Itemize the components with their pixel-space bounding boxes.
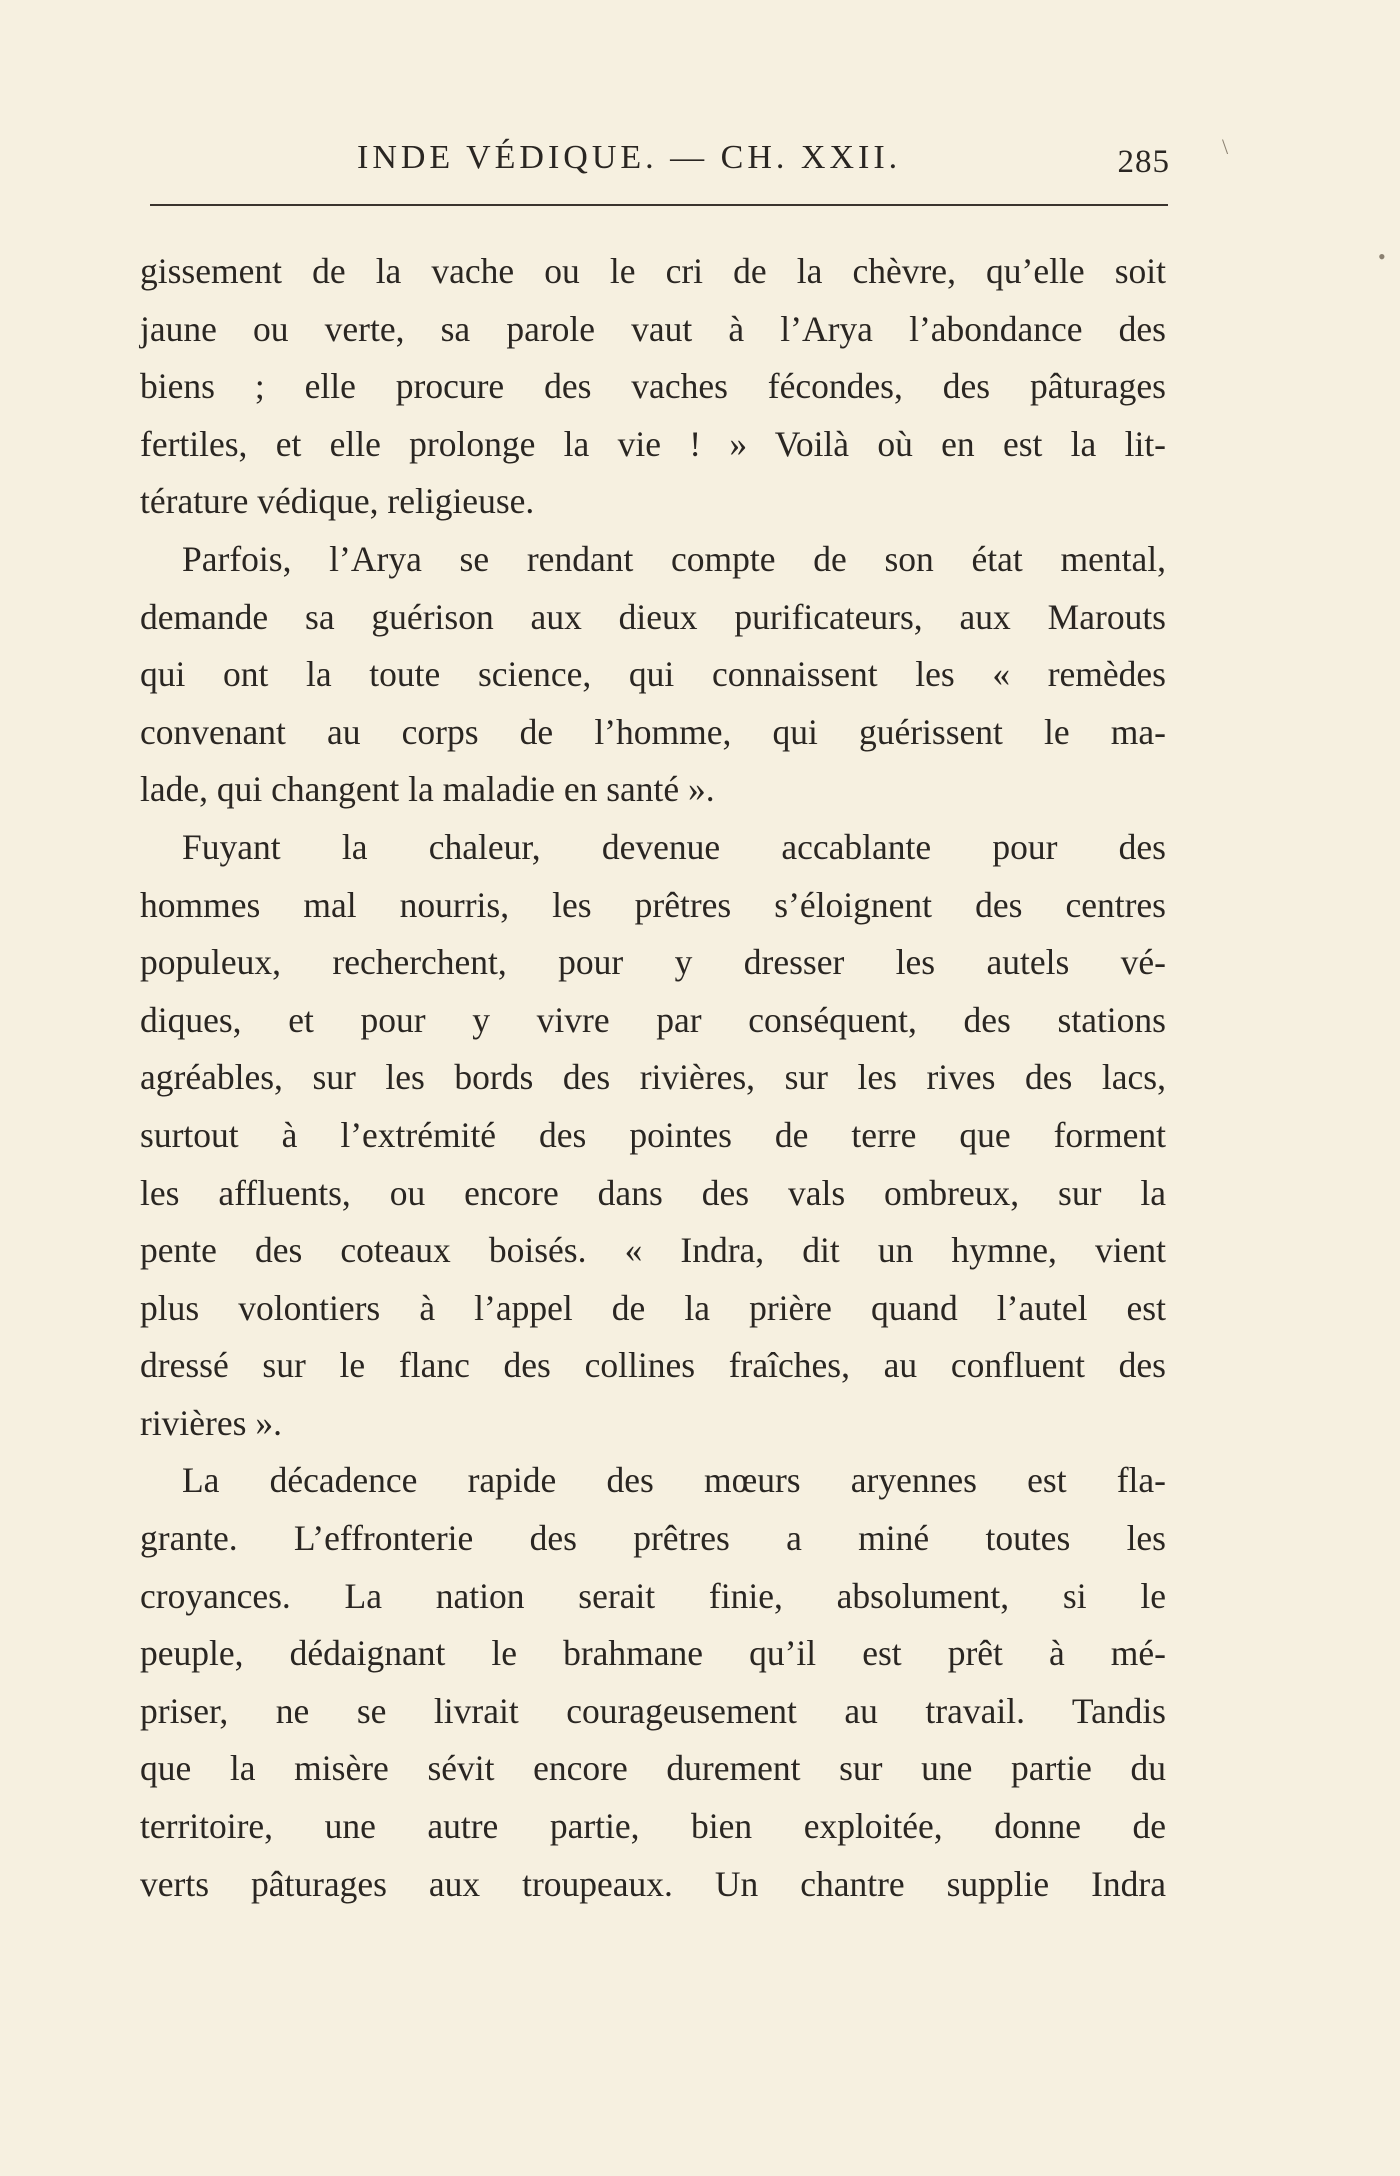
text-line: Parfois, l’Arya se rendant compte de son état mental, <box>182 538 1166 579</box>
text-line: croyances. La nation serait finie, absolument, si le <box>140 1575 1166 1616</box>
page-header <box>150 138 1170 188</box>
text-line: La décadence rapide des mœurs aryennes est fla- <box>182 1460 1166 1501</box>
text-line: plus volontiers à l’appel de la prière quand l’autel est <box>140 1287 1166 1328</box>
text-line: térature védique, religieuse. <box>140 481 535 522</box>
text-line: rivières ». <box>140 1402 282 1443</box>
text-line: diques, et pour y vivre par conséquent, des stations <box>140 999 1166 1040</box>
text-line: fertiles, et elle prolonge la vie ! » Voilà où en est la lit- <box>140 423 1166 464</box>
header-rule <box>150 204 1168 206</box>
text-line: pente des coteaux boisés. « Indra, dit un hymne, vient <box>140 1230 1166 1271</box>
text-line: les affluents, ou encore dans des vals ombreux, sur la <box>140 1172 1166 1213</box>
page-number: 285 <box>1117 144 1170 180</box>
text-line: Fuyant la chaleur, devenue accablante pour des <box>182 826 1166 867</box>
text-line: peuple, dédaignant le brahmane qu’il est prêt à mé- <box>140 1633 1166 1674</box>
text-line: qui ont la toute science, qui connaissent les « remèdes <box>140 654 1166 695</box>
text-line: biens ; elle procure des vaches fécondes, des pâturages <box>140 366 1166 407</box>
text-line: demande sa guérison aux dieux purificateurs, aux Marouts <box>140 596 1166 637</box>
text-line: verts pâturages aux troupeaux. Un chantre supplie Indra <box>140 1863 1166 1904</box>
text-line: territoire, une autre partie, bien exploitée, donne de <box>140 1806 1166 1847</box>
text-line: que la misère sévit encore durement sur une partie du <box>140 1748 1166 1789</box>
text-line: priser, ne se livrait courageusement au travail. Tandis <box>140 1690 1166 1731</box>
text-line: populeux, recherchent, pour y dresser les autels vé- <box>140 942 1166 983</box>
text-line: hommes mal nourris, les prêtres s’éloignent des centres <box>140 884 1166 925</box>
text-line: surtout à l’extrémité des pointes de terre que forment <box>140 1114 1166 1155</box>
text-line: convenant au corps de l’homme, qui guérissent le ma- <box>140 711 1166 752</box>
text-line: lade, qui changent la maladie en santé ». <box>140 769 715 810</box>
margin-mark-top: \ <box>1222 134 1229 159</box>
running-title: INDE VÉDIQUE. — CH. XXII. <box>357 139 902 176</box>
text-line: agréables, sur les bords des rivières, sur les rives des lacs, <box>140 1057 1166 1098</box>
text-line: jaune ou verte, sa parole vaut à l’Arya l’abondance des <box>140 308 1166 349</box>
text-line: gissement de la vache ou le cri de la chèvre, qu’elle soit <box>140 251 1166 291</box>
text-line: dressé sur le flanc des collines fraîches, au confluent des <box>140 1345 1166 1386</box>
text-line: grante. L’effronterie des prêtres a miné toutes les <box>140 1518 1166 1559</box>
body-text <box>140 243 1166 1913</box>
margin-mark-dot: • <box>1378 244 1386 269</box>
